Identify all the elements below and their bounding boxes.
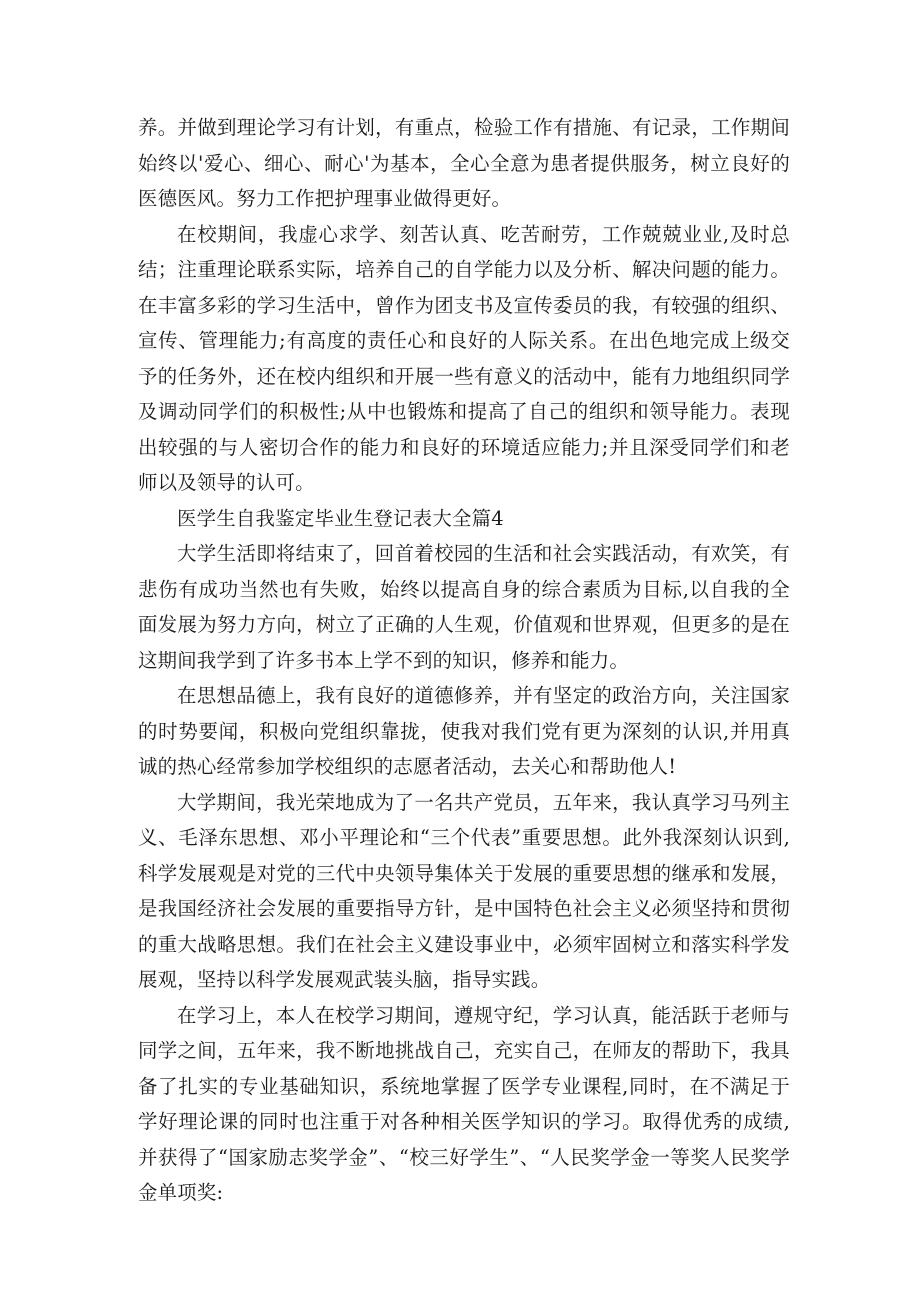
- section-heading: 医学生自我鉴定毕业生登记表大全篇4: [177, 506, 504, 530]
- paragraph-party-member: 大学期间，我光荣地成为了一名共产党员，五年来，我认真学习马列主义、毛泽东思想、邓小平理论和“三个代表”重要思想。此外我深刻认识到,科学发展观是对党的三代中央领导集体关于发展的重要思想的继承和发展，是我国经济社会发展的重要指导方针，是中国特色社会主义必须坚持和贯彻的重大战略思想。我们在社会主义建设事业中，必须牢固树立和落实科学发展观，坚持以科学发展观武装头脑，指导实践。: [138, 790, 790, 991]
- paragraph-moral-character: 在思想品德上，我有良好的道德修养，并有坚定的政治方向，关注国家的时势要闻，积极向党组织靠拢，使我对我们党有更为深刻的认识,并用真诚的热心经常参加学校组织的志愿者活动，去关心和帮助他人!: [138, 684, 790, 778]
- paragraph-continuation: 养。并做到理论学习有计划，有重点，检验工作有措施、有记录，工作期间始终以'爱心、细心、耐心'为基本，全心全意为患者提供服务，树立良好的医德医风。努力工作把护理事业做得更好。: [138, 116, 790, 210]
- paragraph-study: 在学习上，本人在校学习期间，遵规守纪，学习认真，能活跃于老师与同学之间，五年来，我不断地挑战自己，充实自己，在师友的帮助下，我具备了扎实的专业基础知识，系统地掌握了医学专业课程,同时，在不满足于学好理论课的同时也注重于对各种相关医学知识的学习。取得优秀的成绩,并获得了“国家励志奖学金”、“校三好学生”、“人民奖学金一等奖人民奖学金单项奖:: [138, 1003, 790, 1204]
- paragraph-school-period: 在校期间，我虚心求学、刻苦认真、吃苦耐劳，工作兢兢业业,及时总结；注重理论联系实际，培养自己的自学能力以及分析、解决问题的能力。在丰富多彩的学习生活中，曾作为团支书及宣传委员的我，有较强的组织、宣传、管理能力;有高度的责任心和良好的人际关系。在出色地完成上级交予的任务外，还在校内组织和开展一些有意义的活动中，能有力地组织同学及调动同学们的积极性;从中也锻炼和提高了自己的组织和领导能力。表现出较强的与人密切合作的能力和良好的环境适应能力;并且深受同学们和老师以及领导的认可。: [138, 222, 790, 494]
- document-page: [138, 110, 790, 1211]
- paragraph-university-life: 大学生活即将结束了，回首着校园的生活和社会实践活动，有欢笑，有悲伤有成功当然也有失败，始终以提高自身的综合素质为目标,以自我的全面发展为努力方向，树立了正确的人生观，价值观和世界观，但更多的是在这期间我学到了许多书本上学不到的知识，修养和能力。: [138, 542, 790, 672]
